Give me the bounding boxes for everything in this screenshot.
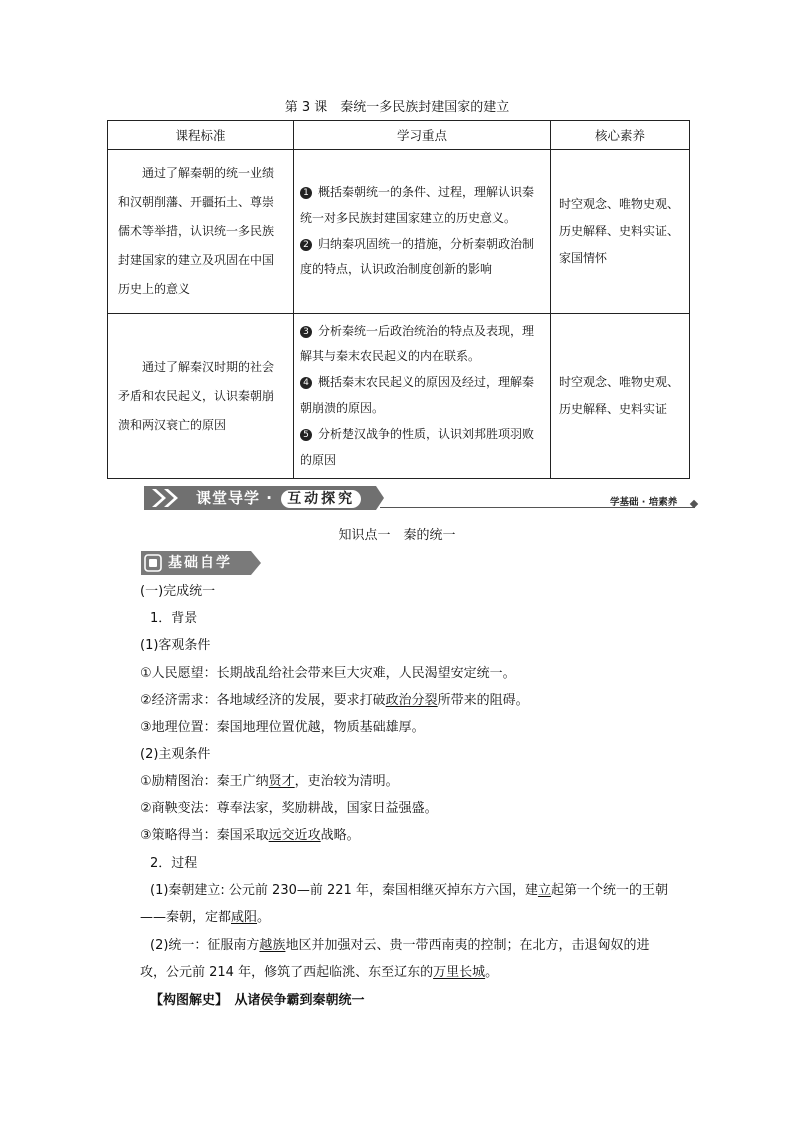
points-cell [294, 150, 551, 314]
point-item [300, 422, 544, 474]
underlined-term: 越族 [259, 938, 286, 953]
number-badge-icon: 3 [300, 326, 312, 338]
header-literacy: 核心素养 [551, 121, 690, 150]
standard-cell: 通过了解秦汉时期的社会矛盾和农民起义，认识秦朝崩溃和两汉衰亡的原因 [108, 314, 294, 479]
curriculum-table [107, 120, 690, 479]
self-study-tag-label: 基础自学 [168, 555, 232, 571]
point-item [300, 319, 544, 371]
header-points: 学习重点 [294, 121, 551, 150]
text-line: ①人民愿望：长期战乱给社会带来巨大灾难，人民渴望安定统一。 [140, 666, 516, 681]
text-line: (1)秦朝建立: 公元前 230—前 221 年，秦国相继灭掉东方六国，建立起第一个统一的王朝 [150, 883, 668, 898]
text-line: ①励精图治：秦王广纳贤才，吏治较为清明。 [140, 774, 399, 789]
underlined-term: 贤才 [268, 774, 295, 789]
standard-cell: 通过了解秦朝的统一业绩和汉朝削藩、开疆拓土、尊崇儒术等举措，认识统一多民族封建国家的建立及巩固在中国历史上的意义 [108, 150, 294, 314]
number-badge-icon: 1 [300, 187, 312, 199]
heading-complete-unification: (一)完成统一 [140, 584, 216, 599]
table-header-row [108, 121, 690, 150]
text-line: ②经济需求：各地域经济的发展，要求打破政治分裂所带来的阻碍。 [140, 693, 529, 708]
banner-part1: 课堂导学 [196, 489, 261, 507]
points-cell [294, 314, 551, 479]
point-item [300, 370, 544, 422]
underlined-term: 咸阳 [231, 910, 258, 925]
banner-dot: · [266, 489, 273, 507]
point-text: 分析楚汉战争的性质，认识刘邦胜项羽败的原因 [300, 426, 535, 467]
heading-process: 2．过程 [150, 856, 198, 871]
text-line: ——秦朝，定都咸阳。 [140, 910, 271, 925]
banner-subtitle: 学基础 · 培素养 [610, 497, 678, 508]
text-line: (2)统一：征服南方越族地区并加强对云、贵一带西南夷的控制；在北方，击退匈奴的进 [150, 938, 650, 953]
text-line: ③地理位置：秦国地理位置优越，物质基础雄厚。 [140, 720, 425, 735]
section-label: 【构图解史】 [150, 993, 222, 1008]
table-row [108, 314, 690, 479]
text-line: 攻，公元前 214 年，修筑了西起临洮、东至辽东的万里长城。 [140, 965, 499, 980]
point-text: 概括秦朝统一的条件、过程，理解认识秦统一对多民族封建国家建立的历史意义。 [300, 184, 535, 225]
point-text: 分析秦统一后政治统治的特点及表现，理解其与秦末农民起义的内在联系。 [300, 323, 535, 364]
heading-background: 1．背景 [150, 611, 198, 626]
underlined-term: 政治分裂 [385, 693, 438, 708]
text-line: 【构图解史】 从诸侯争霸到秦朝统一 [150, 993, 365, 1008]
underlined-term: 远交近攻 [268, 828, 321, 843]
heading-subjective: (2)主观条件 [140, 747, 211, 762]
text-line: ③策略得当：秦国采取远交近攻战略。 [140, 828, 360, 843]
knowledge-point-heading: 知识点一 秦的统一 [338, 528, 456, 543]
literacy-cell: 时空观念、唯物史观、历史解释、史料实证、家国情怀 [551, 150, 690, 314]
point-text: 归纳秦巩固统一的措施，分析秦朝政治制度的特点，认识政治制度创新的影响 [300, 236, 535, 277]
banner-part2: 互动探究 [281, 490, 361, 508]
heading-objective: (1)客观条件 [140, 638, 211, 653]
text-line: ②商鞅变法：尊奉法家，奖励耕战，国家日益强盛。 [140, 801, 438, 816]
underlined-term: 立 [537, 883, 551, 898]
table-row [108, 150, 690, 314]
underlined-term: 万里长城 [433, 965, 486, 980]
number-badge-icon: 5 [300, 429, 312, 441]
number-badge-icon: 2 [300, 239, 312, 251]
point-item [300, 232, 544, 284]
header-standard: 课程标准 [108, 121, 294, 150]
number-badge-icon: 4 [300, 377, 312, 389]
lesson-title: 第 3 课 秦统一多民族封建国家的建立 [284, 100, 510, 115]
point-item [300, 180, 544, 232]
section-banner-title [196, 487, 361, 509]
point-text: 概括秦末农民起义的原因及经过，理解秦朝崩溃的原因。 [300, 375, 535, 415]
literacy-cell: 时空观念、唯物史观、历史解释、史料实证 [551, 314, 690, 479]
